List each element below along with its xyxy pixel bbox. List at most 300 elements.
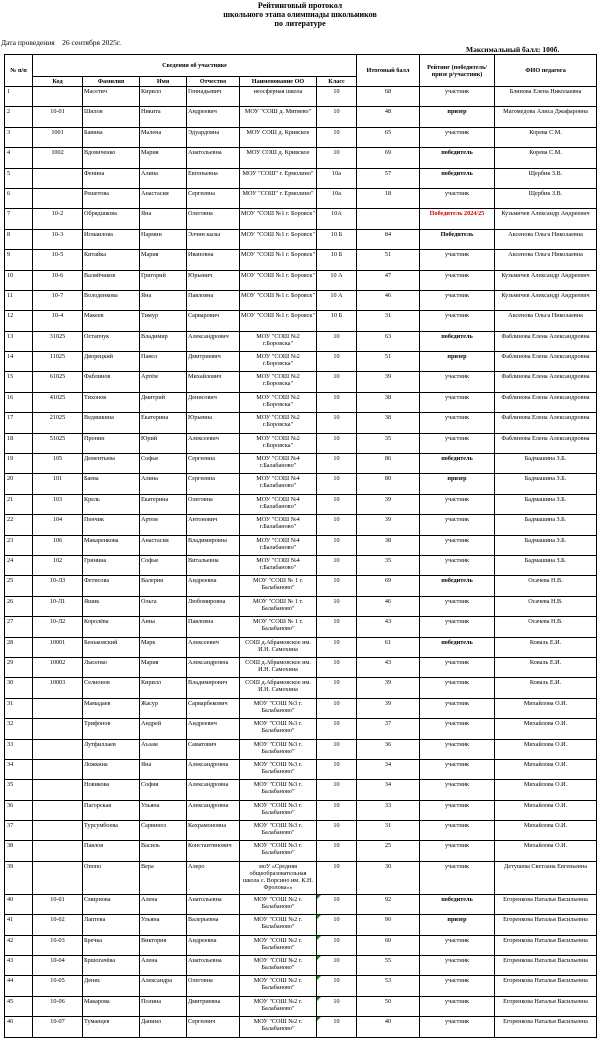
row-name: Александра [140, 976, 187, 996]
row-score: 61 [357, 637, 420, 657]
event-date: Дата проведения 26 сентября 2025г. [1, 38, 121, 47]
row-code: 101 [33, 474, 83, 494]
row-patronymic: Сарварбекович [187, 698, 240, 718]
row-code: 41025 [33, 392, 83, 412]
row-code: 10001 [33, 637, 83, 657]
row-surname: Бршогачёва [83, 956, 140, 976]
row-org: МОУ "СОШ №3 г. Балабаново" [240, 800, 317, 820]
row-patronymic: Витальевна [187, 555, 240, 575]
row-rating: участник [420, 956, 495, 976]
row-surname: Ведяшкина [83, 413, 140, 433]
row-surname: Китайка [83, 250, 140, 270]
rating-table [4, 54, 597, 1038]
row-score: 25 [357, 841, 420, 861]
table-row [5, 596, 597, 616]
row-surname: Обрядшкова [83, 209, 140, 229]
table-row [5, 250, 597, 270]
comment-marker-icon [317, 936, 321, 940]
row-name: Анастасия [140, 535, 187, 555]
row-rating: участник [420, 678, 495, 698]
row-rating: победитель [420, 894, 495, 914]
row-patronymic: Владимирович [187, 678, 240, 698]
row-patronymic: Евгеньевна [187, 168, 240, 188]
row-grade: 10 Б [317, 311, 357, 331]
row-rating: участник [420, 841, 495, 861]
row-code: 10-02 [33, 915, 83, 935]
row-rating: победитель [420, 331, 495, 351]
row-patronymic: Андреевич [187, 719, 240, 739]
row-teacher: Кузьмичев Александр Андреевич [495, 209, 597, 229]
table-row [5, 935, 597, 955]
row-surname: Остапчук [83, 331, 140, 351]
row-name: Тимур [140, 311, 187, 331]
table-row [5, 392, 597, 412]
row-surname: Дворецкий [83, 352, 140, 372]
table-row [5, 657, 597, 677]
row-surname: Смирнова [83, 894, 140, 914]
table-row [5, 413, 597, 433]
row-name: Анастасия [140, 188, 187, 208]
table-row [5, 168, 597, 188]
row-org: МОУ "СОШ №2 г. Балабаново" [240, 996, 317, 1016]
table-row [5, 148, 597, 168]
row-name: Марк [140, 637, 187, 657]
row-num: 26 [5, 596, 33, 616]
row-num: 34 [5, 759, 33, 779]
row-grade: 10 [317, 555, 357, 575]
row-rating: участник [420, 413, 495, 433]
row-rating: участник [420, 250, 495, 270]
row-teacher: Кузьмичев Александр Андреевич [495, 270, 597, 290]
row-surname: Мамадаев [83, 698, 140, 718]
row-grade [317, 1017, 357, 1037]
row-grade: 10 [317, 107, 357, 127]
row-score: 80 [357, 474, 420, 494]
row-num: 20 [5, 474, 33, 494]
row-num: 35 [5, 780, 33, 800]
row-name: София [140, 780, 187, 800]
row-patronymic: Александрович [187, 331, 240, 351]
row-teacher: Фаблинова Елена Александровна [495, 372, 597, 392]
row-surname: Бречка [83, 935, 140, 955]
row-surname: Шилов [83, 107, 140, 127]
row-org: МОУ "СОШ №3 г. Балабаново" [240, 698, 317, 718]
row-code: 10-01 [33, 107, 83, 127]
row-teacher: Аксенова Ольга Николаевна [495, 311, 597, 331]
row-rating: участник [420, 535, 495, 555]
row-num: 19 [5, 454, 33, 474]
row-num: 11 [5, 290, 33, 310]
row-teacher: Фаблинова Елена Александровна [495, 352, 597, 372]
row-score: 51 [357, 352, 420, 372]
row-org: МОУ "СОШ №1 г. Боровск" [240, 290, 317, 310]
row-org: МОУ "СОШ №3 г. Балабаново" [240, 739, 317, 759]
row-code: 61025 [33, 372, 83, 392]
row-rating: участник [420, 821, 495, 841]
row-score: 30 [357, 861, 420, 894]
row-org: МОУ "СОШ №4 г.Балабаново" [240, 494, 317, 514]
row-org: неосферная школа [240, 87, 317, 107]
row-rating: участник [420, 780, 495, 800]
row-org: СОШ д.Абрамовское им. И.Н. Самохина [240, 678, 317, 698]
row-num: 17 [5, 413, 33, 433]
row-num: 29 [5, 657, 33, 677]
row-teacher: Бадмашина З.Б. [495, 474, 597, 494]
table-row [5, 311, 597, 331]
row-code: 31025 [33, 331, 83, 351]
row-num: 36 [5, 800, 33, 820]
row-score: 47 [357, 270, 420, 290]
row-teacher: Коваль Е.И. [495, 678, 597, 698]
row-score: 34 [357, 759, 420, 779]
row-patronymic: Александровна [187, 780, 240, 800]
row-score: 63 [357, 331, 420, 351]
row-grade [317, 915, 357, 935]
row-org: МОУ "СОШ №4 г.Балабаново" [240, 454, 317, 474]
row-num: 6 [5, 188, 33, 208]
row-surname: Гринина [83, 555, 140, 575]
row-code: 10-4 [33, 311, 83, 331]
table-row [5, 87, 597, 107]
row-grade: 10 [317, 861, 357, 894]
row-rating: победитель [420, 148, 495, 168]
row-num: 18 [5, 433, 33, 453]
row-num: 31 [5, 698, 33, 718]
row-name: Василь [140, 841, 187, 861]
row-name: Сарвиноз [140, 821, 187, 841]
row-patronymic: Ивановна [187, 250, 240, 270]
row-teacher: Щербик З.В. [495, 188, 597, 208]
row-org: МОУ "СОШ №2 г. Балабаново" [240, 894, 317, 914]
row-patronymic: Геннадьевич [187, 87, 240, 107]
row-name: Алина [140, 168, 187, 188]
row-score: 35 [357, 433, 420, 453]
row-org: МОУ "СОШ" г. Ермолино" [240, 188, 317, 208]
row-teacher: Михайлова О.И. [495, 698, 597, 718]
row-code [33, 698, 83, 718]
row-patronymic: Анатольевна [187, 894, 240, 914]
row-org: МОУ "СОШ №1 г. Боровск" [240, 209, 317, 229]
row-org: СОШ д.Абрамовское им. И.Н. Самохина [240, 657, 317, 677]
row-surname: Масетич [83, 87, 140, 107]
row-name: Анна [140, 617, 187, 637]
row-patronymic: Кахрамоновна [187, 821, 240, 841]
row-patronymic: Александровна [187, 759, 240, 779]
row-rating: участник [420, 87, 495, 107]
row-rating: победитель [420, 168, 495, 188]
row-grade [317, 894, 357, 914]
row-org: МОУ "СОШ №3 г. Балабаново" [240, 841, 317, 861]
row-rating: призер [420, 107, 495, 127]
row-org: МОУ "СОШ №2 г.Боровска" [240, 413, 317, 433]
table-row [5, 678, 597, 698]
comment-marker-icon [317, 997, 321, 1001]
table-row [5, 127, 597, 147]
row-rating: участник [420, 311, 495, 331]
row-rating: Победитель [420, 229, 495, 249]
row-score: 39 [357, 494, 420, 514]
row-rating: участник [420, 392, 495, 412]
row-teacher: Михайлова О.И. [495, 739, 597, 759]
row-score: 53 [357, 976, 420, 996]
row-grade-label: 10 [333, 1018, 340, 1026]
row-score: 39 [357, 515, 420, 535]
row-score: 40 [357, 1017, 420, 1037]
row-rating: участник [420, 494, 495, 514]
row-rating: призер [420, 474, 495, 494]
col-code: Код [33, 77, 83, 87]
row-grade [317, 996, 357, 1016]
row-patronymic: Сергеевна [187, 454, 240, 474]
row-rating: участник [420, 861, 495, 894]
max-score: Максимальный балл: 100б. [466, 45, 560, 54]
row-score: 57 [357, 168, 420, 188]
row-surname: Фенина [83, 168, 140, 188]
row-teacher: Корева С.М. [495, 148, 597, 168]
row-num: 15 [5, 372, 33, 392]
row-surname: Пронин [83, 433, 140, 453]
row-surname: Королёва [83, 617, 140, 637]
row-code: 11025 [33, 352, 83, 372]
row-grade [317, 956, 357, 976]
row-teacher: Егоренкова Наталья Васильевна [495, 894, 597, 914]
row-teacher: Бадмашина З.Б. [495, 494, 597, 514]
table-row [5, 698, 597, 718]
row-code: 103 [33, 494, 83, 514]
row-grade-label: 10 [333, 936, 340, 944]
col-patronymic: Отчество [187, 77, 240, 87]
table-row [5, 290, 597, 310]
table-row [5, 976, 597, 996]
col-org: Наименование ОО [240, 77, 317, 87]
row-num: 43 [5, 956, 33, 976]
row-name: Алена [140, 894, 187, 914]
row-teacher: Коваль Е.И. [495, 657, 597, 677]
col-participant-info: Сведения об участнике [33, 55, 357, 77]
row-code [33, 739, 83, 759]
row-grade: 10А [317, 209, 357, 229]
row-surname: Крель [83, 494, 140, 514]
row-score: 37 [357, 719, 420, 739]
row-grade: 10 Б [317, 229, 357, 249]
row-score: 69 [357, 148, 420, 168]
row-org: МОУ СОШ д. Кривское [240, 127, 317, 147]
row-name: Жасур [140, 698, 187, 718]
row-grade: 10 [317, 433, 357, 453]
table-row [5, 759, 597, 779]
row-name: Алена [140, 956, 187, 976]
row-patronymic: Алексеевич [187, 433, 240, 453]
row-teacher: Михайлова О.И. [495, 800, 597, 820]
row-surname: Лутфиллаев [83, 739, 140, 759]
table-row [5, 494, 597, 514]
row-score: 39 [357, 372, 420, 392]
row-grade: 10 [317, 759, 357, 779]
row-rating: победитель [420, 454, 495, 474]
row-patronymic: Юрьевич [187, 270, 240, 290]
row-grade: 10 [317, 87, 357, 107]
row-score: 35 [357, 555, 420, 575]
protocol-subject: по литературе [274, 19, 326, 28]
row-surname: Опопо [83, 861, 140, 894]
row-score: 34 [357, 780, 420, 800]
row-name: Мария [140, 250, 187, 270]
row-teacher: Блинова Елена Николаевна [495, 87, 597, 107]
row-grade: 10 [317, 576, 357, 596]
table-row [5, 719, 597, 739]
row-num: 32 [5, 719, 33, 739]
row-teacher: Магомедова Алиса Джафаровна [495, 107, 597, 127]
comment-marker-icon [317, 895, 321, 899]
table-row [5, 474, 597, 494]
row-rating: Победитель 2024/25 [420, 209, 495, 229]
row-rating: призер [420, 915, 495, 935]
row-code [33, 800, 83, 820]
row-num: 42 [5, 935, 33, 955]
row-score: 69 [357, 576, 420, 596]
col-name: Имя [140, 77, 187, 87]
table-row [5, 1017, 597, 1037]
row-teacher: Осачева Н.В. [495, 617, 597, 637]
row-num: 9 [5, 250, 33, 270]
row-grade [317, 976, 357, 996]
row-patronymic: Дмитриевна [187, 996, 240, 1016]
row-org: МОУ "СОШ № 1 г. Балабаново" [240, 596, 317, 616]
row-surname: Баева [83, 474, 140, 494]
row-patronymic: Дмитриевич [187, 352, 240, 372]
row-teacher: Осачева Н.В. [495, 576, 597, 596]
row-rating: призер [420, 352, 495, 372]
row-teacher: Егоренкова Наталья Васильевна [495, 996, 597, 1016]
row-patronymic: Павловна [187, 617, 240, 637]
row-rating: участник [420, 800, 495, 820]
row-rating: участник [420, 127, 495, 147]
table-row [5, 352, 597, 372]
row-surname: Туманцев [83, 1017, 140, 1037]
col-surname: Фамилия [83, 77, 140, 87]
row-num: 33 [5, 739, 33, 759]
row-surname: Павлов [83, 841, 140, 861]
row-code: 10-5 [33, 250, 83, 270]
row-code: 10-2 [33, 209, 83, 229]
row-name: Павел [140, 352, 187, 372]
row-patronymic: Антонович [187, 515, 240, 535]
row-num: 37 [5, 821, 33, 841]
row-name: Артём [140, 372, 187, 392]
row-num: 46 [5, 1017, 33, 1037]
row-patronymic: Анатольевна [187, 148, 240, 168]
row-patronymic: Александровна [187, 657, 240, 677]
row-surname: Бавина [83, 127, 140, 147]
row-grade-label: 10 [333, 997, 340, 1005]
row-surname: Новикова [83, 780, 140, 800]
row-num: 7 [5, 209, 33, 229]
table-row [5, 841, 597, 861]
row-org: МОУ "СОШ №2 г.Боровска" [240, 392, 317, 412]
row-score: 68 [357, 87, 420, 107]
row-patronymic: Олеговна [187, 209, 240, 229]
row-org: МОУ "СОШ №1 г. Боровск" [240, 270, 317, 290]
row-patronymic: Андреевна [187, 935, 240, 955]
row-org: МОУ "СОШ №2 г. Балабаново" [240, 935, 317, 955]
row-rating: участник [420, 515, 495, 535]
row-score: 51 [357, 250, 420, 270]
row-num: 44 [5, 976, 33, 996]
row-grade: 10 [317, 739, 357, 759]
row-org: моУ «Средняя общеобразовательная школа с. Ворсино им. К.Н. Фролова»» [240, 861, 317, 894]
row-teacher: Михайлова О.И. [495, 759, 597, 779]
row-code: 104 [33, 515, 83, 535]
row-teacher: Аксенова Ольга Николаевна [495, 250, 597, 270]
row-rating: победитель [420, 637, 495, 657]
row-grade: 10 [317, 617, 357, 637]
row-grade: 10 [317, 331, 357, 351]
row-num: 21 [5, 494, 33, 514]
row-num: 1 [5, 87, 33, 107]
row-rating: участник [420, 372, 495, 392]
row-org: СОШ д.Абрамовское им. И.Н. Самохина [240, 637, 317, 657]
row-rating: участник [420, 617, 495, 637]
row-org: МОУ "СОШ №2 г. Балабаново" [240, 915, 317, 935]
row-name: Яна [140, 209, 187, 229]
row-patronymic: Сергеевна [187, 474, 240, 494]
row-patronymic: Любомировна [187, 596, 240, 616]
row-org: МОУ "СОШ №3 г. Балабаново" [240, 759, 317, 779]
row-patronymic: Алеро [187, 861, 240, 894]
comment-marker-icon [317, 915, 321, 919]
row-org: МОУ "СОШ №1 г. Боровск" [240, 229, 317, 249]
row-grade: 10 [317, 657, 357, 677]
comment-marker-icon [317, 976, 321, 980]
row-rating: участник [420, 188, 495, 208]
row-grade-label: 10 [333, 916, 340, 924]
row-name: Екатерина [140, 413, 187, 433]
row-grade: 10 [317, 678, 357, 698]
row-score: 46 [357, 290, 420, 310]
row-surname: Лаптева [83, 915, 140, 935]
row-grade: 10 [317, 474, 357, 494]
row-grade: 10 [317, 821, 357, 841]
row-code: 10-Л1 [33, 596, 83, 616]
row-grade-label: 10 [333, 957, 340, 965]
row-surname: Исмаилова [83, 229, 140, 249]
row-num: 2 [5, 107, 33, 127]
col-num: № п/п [5, 55, 33, 87]
row-surname: Лысенко [83, 657, 140, 677]
row-grade: 10 [317, 454, 357, 474]
row-teacher: Фаблинова Елена Александровна [495, 413, 597, 433]
row-name: Нармин [140, 229, 187, 249]
row-name: Софья [140, 454, 187, 474]
table-row [5, 535, 597, 555]
row-code: 10-Л2 [33, 617, 83, 637]
row-num: 41 [5, 915, 33, 935]
row-num: 8 [5, 229, 33, 249]
row-teacher: Фаблинова Елена Александровна [495, 433, 597, 453]
row-org: МОУ "СОШ №4 г.Балабаново" [240, 535, 317, 555]
row-name: Владимир [140, 331, 187, 351]
row-rating: участник [420, 719, 495, 739]
row-grade: 10 [317, 392, 357, 412]
row-score: 84 [357, 229, 420, 249]
row-rating: участник [420, 270, 495, 290]
row-score: 31 [357, 311, 420, 331]
row-code: 10-3 [33, 229, 83, 249]
row-grade: 10 [317, 372, 357, 392]
row-teacher: Детушева Светлана Евгеньевна [495, 861, 597, 894]
row-code: 105 [33, 454, 83, 474]
table-row [5, 372, 597, 392]
